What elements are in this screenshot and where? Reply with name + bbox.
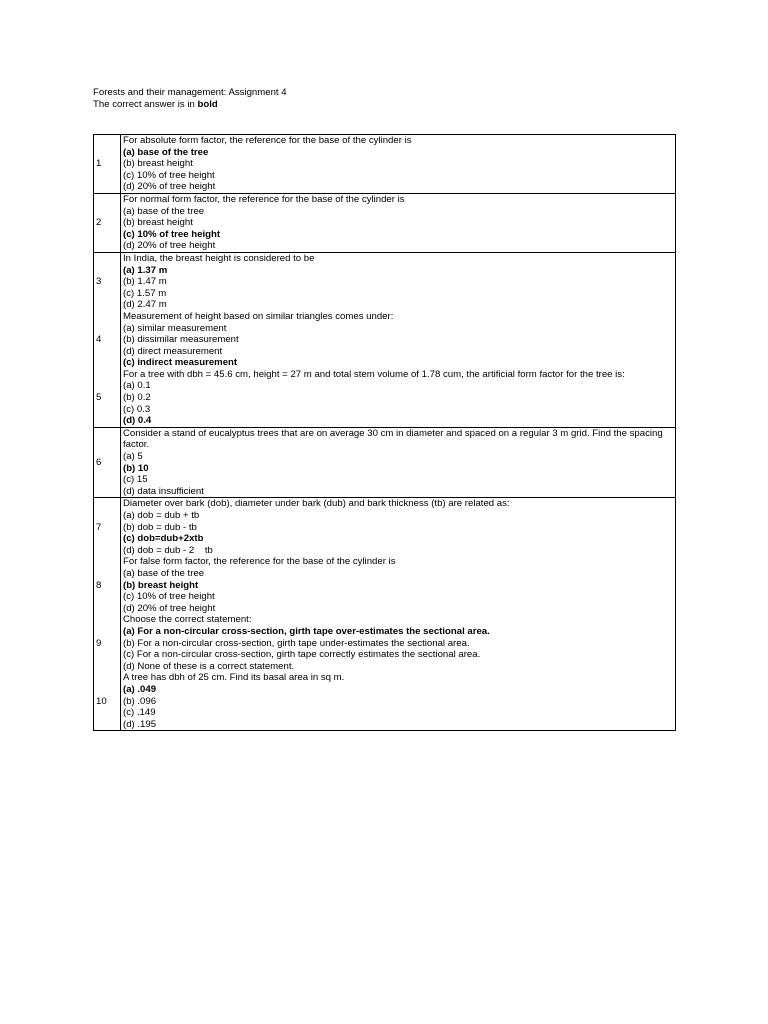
answer-option: (a) 5 [123, 451, 143, 463]
answer-option: (a) dob = dub + tb [123, 510, 200, 521]
question-text: In India, the breast height is considered to be [123, 252, 315, 264]
answer-note [93, 99, 287, 111]
question-row [94, 614, 676, 672]
question-row [94, 135, 676, 194]
question-body [121, 311, 676, 369]
answer-option: (b) dob = dub - tb [123, 521, 197, 533]
answer-option: (c) 10% of tree height [123, 591, 215, 603]
question-number: 2 [94, 193, 121, 252]
question-text: Measurement of height based on similar triangles comes under: [123, 310, 394, 322]
question-body [121, 427, 676, 498]
question-body [121, 135, 676, 194]
question-body [121, 672, 676, 730]
question-body [121, 556, 676, 614]
question-row [94, 498, 676, 556]
answer-option: (b) 1.47 m [123, 276, 167, 288]
answer-option: (b) dissimilar measurement [123, 334, 239, 346]
correct-option: (a) 1.37 m [123, 264, 168, 276]
question-body [121, 369, 676, 427]
answer-option: (d) data insufficient [123, 485, 204, 497]
question-number: 7 [94, 498, 121, 556]
question-text: Diameter over bark (dob), diameter under bark (dub) and bark thickness (tb) are related as: [123, 498, 510, 510]
question-row [94, 193, 676, 252]
question-text: Choose the correct statement: [123, 614, 252, 626]
question-body [121, 614, 676, 672]
document-title: Forests and their management: Assignment 4 [93, 87, 287, 98]
question-text: For normal form factor, the reference for the base of the cylinder is [123, 193, 405, 205]
answer-option: (b) 0.2 [123, 392, 151, 404]
answer-option: (b) .096 [123, 695, 157, 707]
question-number: 4 [94, 311, 121, 369]
correct-option: (c) 10% of tree height [123, 228, 221, 240]
correct-option: (a) .049 [123, 683, 157, 695]
question-text: For a tree with dbh = 45.6 cm, height = 27 m and total stem volume of 1.78 cum, the artificial form factor for the tree is: [123, 368, 625, 380]
question-row [94, 369, 676, 427]
correct-option: (d) 0.4 [123, 415, 152, 427]
answer-option: (d) 20% of tree height [123, 181, 216, 193]
answer-option: (d) 20% of tree height [123, 602, 216, 614]
question-number: 9 [94, 614, 121, 672]
answer-option: (c) 10% of tree height [123, 169, 215, 181]
question-row [94, 311, 676, 369]
answer-option: (b) breast height [123, 217, 193, 229]
answer-option: (c) .149 [123, 707, 156, 719]
answer-option: (d) direct measurement [123, 345, 223, 357]
correct-option: (c) indirect measurement [123, 357, 238, 369]
question-text: Consider a stand of eucalyptus trees that are on average 30 cm in diameter and spaced on a regular 3 m grid. Find the spacing factor. [123, 427, 663, 451]
correct-option: (a) For a non-circular cross-section, girth tape over-estimates the sectional area. [123, 625, 490, 637]
answer-note-bold: bold [197, 99, 218, 110]
correct-option: (a) base of the tree [123, 146, 209, 158]
question-number: 8 [94, 556, 121, 614]
question-body [121, 498, 676, 556]
question-row [94, 427, 676, 498]
correct-option: (b) 10 [123, 462, 149, 474]
answer-option: (a) base of the tree [123, 205, 205, 217]
question-row [94, 672, 676, 730]
answer-option: (d) 2.47 m [123, 299, 167, 311]
answer-note-text: The correct answer is in [93, 99, 198, 110]
correct-option: (c) dob=dub+2xtb [123, 533, 204, 545]
question-body [121, 193, 676, 252]
question-number: 6 [94, 427, 121, 498]
answer-option: (d) dob = dub - 2 tb [123, 544, 213, 556]
answer-option: (c) 15 [123, 474, 148, 486]
answer-option: (d) 20% of tree height [123, 240, 216, 252]
answer-option: (d) None of these is a correct statement. [123, 660, 295, 672]
question-text: For false form factor, the reference for the base of the cylinder is [123, 556, 396, 568]
question-number: 3 [94, 252, 121, 310]
answer-option: (c) 1.57 m [123, 287, 167, 299]
document-header [93, 87, 287, 111]
question-number: 10 [94, 672, 121, 730]
question-number: 5 [94, 369, 121, 427]
question-row [94, 556, 676, 614]
correct-option: (b) breast height [123, 579, 199, 591]
question-body [121, 252, 676, 310]
answer-option: (d) .195 [123, 718, 157, 730]
answer-option: (b) breast height [123, 158, 193, 170]
question-row [94, 252, 676, 310]
answer-option: (a) similar measurement [123, 322, 227, 334]
answer-option: (a) base of the tree [123, 567, 205, 579]
question-text: A tree has dbh of 25 cm. Find its basal area in sq m. [123, 672, 345, 684]
questions-table [93, 134, 676, 731]
answer-option: (c) For a non-circular cross-section, girth tape correctly estimates the sectional area. [123, 649, 481, 661]
question-number: 1 [94, 135, 121, 194]
answer-option: (b) For a non-circular cross-section, girth tape under-estimates the sectional area. [123, 637, 470, 649]
answer-option: (c) 0.3 [123, 403, 151, 415]
question-text: For absolute form factor, the reference for the base of the cylinder is [123, 135, 412, 146]
answer-option: (a) 0.1 [123, 380, 151, 392]
